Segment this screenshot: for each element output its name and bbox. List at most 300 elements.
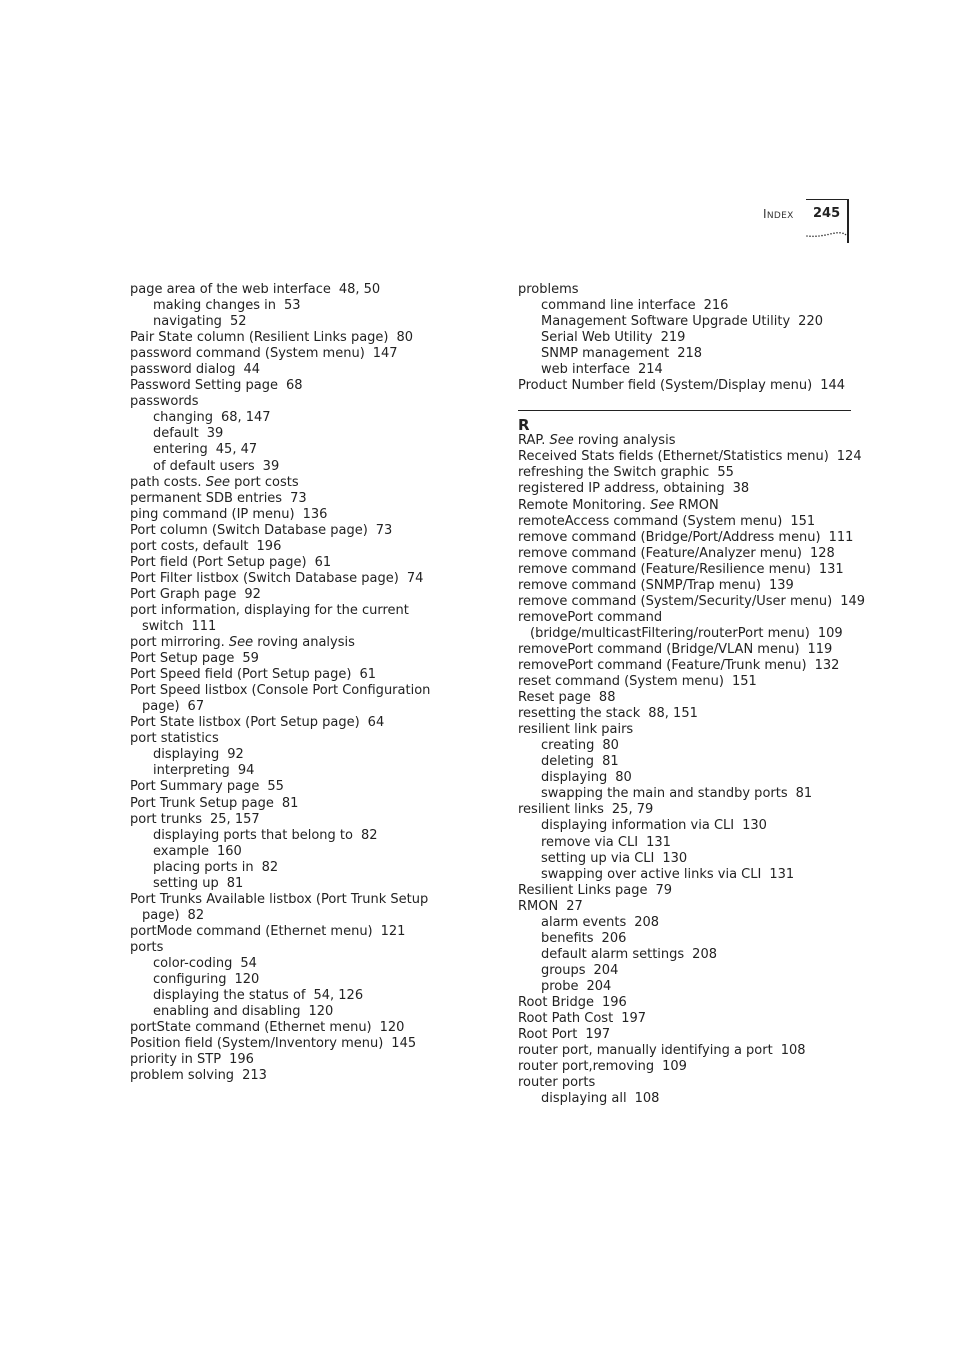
entry-page-numbers: 39 — [262, 458, 280, 474]
index-entry — [518, 481, 858, 497]
index-subentry — [518, 851, 858, 867]
entry-term: port statistics — [130, 731, 219, 747]
index-entry — [518, 546, 858, 562]
index-subentry — [518, 770, 858, 786]
entry-term: of default users — [153, 458, 255, 474]
entry-page-numbers: 119 — [807, 641, 833, 657]
corner-rule-horizontal — [806, 199, 849, 200]
entry-term: (bridge/multicastFiltering/routerPort menu) — [530, 625, 810, 641]
entry-term: Password Setting page — [130, 378, 279, 394]
entry-page-numbers: 108 — [780, 1043, 806, 1059]
index-subentry — [130, 860, 460, 876]
index-subentry — [518, 298, 858, 314]
entry-term: Port Trunk Setup page — [130, 795, 274, 811]
index-subentry — [130, 747, 460, 763]
entry-page-numbers: 131 — [818, 561, 844, 577]
entry-page-numbers: 52 — [229, 314, 247, 330]
index-subentry — [518, 915, 858, 931]
entry-term: registered IP address, obtaining — [518, 481, 725, 497]
entry-term: remove command (Feature/Analyzer menu) — [518, 545, 803, 561]
entry-term: ping command (IP menu) — [130, 506, 295, 522]
see-reference-target: roving analysis — [577, 433, 676, 449]
section-divider — [518, 410, 851, 411]
entry-term: removePort command — [518, 609, 663, 625]
index-subentry — [518, 867, 858, 883]
entry-page-numbers: 88 — [598, 690, 616, 706]
page-header — [0, 0, 954, 250]
entry-term: router port, manually identifying a port — [518, 1043, 773, 1059]
index-entry — [130, 475, 460, 491]
entry-term: default — [153, 426, 199, 442]
entry-term: interpreting — [153, 763, 230, 779]
entry-term: creating — [541, 738, 595, 754]
index-entry — [130, 330, 460, 346]
entry-term: page) — [142, 699, 180, 715]
entry-term: benefits — [541, 930, 594, 946]
entry-page-numbers: 82 — [187, 907, 205, 923]
index-column-right — [518, 282, 866, 1107]
entry-page-numbers: 94 — [237, 763, 255, 779]
page-number: 245 — [813, 206, 841, 221]
see-reference-target: port costs — [234, 474, 299, 490]
index-subentry — [518, 947, 858, 963]
entry-term: placing ports in — [153, 859, 254, 875]
index-subentry — [130, 956, 460, 972]
entry-term: permanent SDB entries — [130, 490, 283, 506]
entry-page-numbers: 216 — [703, 298, 729, 314]
index-entry — [130, 796, 460, 812]
entry-term: Root Bridge — [518, 994, 594, 1010]
entry-page-numbers: 121 — [380, 923, 406, 939]
index-entry — [130, 1068, 460, 1084]
entry-page-numbers: 213 — [242, 1068, 267, 1084]
index-column-left — [130, 282, 460, 1084]
index-subentry — [130, 844, 460, 860]
entry-term: enabling and disabling — [153, 1004, 301, 1020]
index-entry — [518, 1027, 858, 1043]
entry-page-numbers: 111 — [191, 618, 217, 634]
entry-page-numbers: 149 — [840, 593, 866, 609]
index-entry — [518, 642, 858, 658]
entry-page-numbers: 132 — [814, 657, 840, 673]
entry-term: Port Trunks Available listbox (Port Trunk Setup — [130, 891, 429, 907]
entry-term: groups — [541, 962, 586, 978]
index-entry — [130, 940, 460, 956]
entry-term: switch — [142, 618, 184, 634]
running-head-rest: NDEX — [766, 211, 794, 221]
entry-page-numbers: 53 — [284, 298, 301, 314]
entry-term: Root Path Cost — [518, 1011, 614, 1027]
index-subentry — [130, 426, 460, 442]
section-letter-r: R — [518, 416, 530, 435]
entry-page-numbers: 131 — [769, 866, 795, 882]
index-entry — [518, 498, 858, 514]
entry-page-numbers: 82 — [360, 827, 378, 843]
entry-page-numbers: 54 — [240, 955, 257, 971]
index-entry — [518, 1011, 858, 1027]
entry-term: Reset page — [518, 690, 591, 706]
index-entry — [130, 603, 460, 619]
entry-page-numbers: 120 — [379, 1020, 405, 1036]
index-subentry — [518, 314, 858, 330]
entry-term: displaying — [153, 747, 220, 763]
index-entries-p-continued — [518, 282, 858, 394]
entry-page-numbers: 128 — [810, 545, 835, 561]
entry-term: problems — [518, 282, 579, 297]
index-entry — [518, 610, 858, 626]
entry-page-numbers: 74 — [406, 570, 424, 586]
entry-term: refreshing the Switch graphic — [518, 465, 710, 481]
entry-page-numbers: 204 — [593, 962, 619, 978]
entry-term: setting up — [153, 875, 219, 891]
see-reference-target: roving analysis — [257, 635, 355, 651]
entry-term: command line interface — [541, 298, 696, 314]
index-subentry — [518, 754, 858, 770]
entry-page-numbers: 147 — [372, 346, 398, 362]
entry-page-numbers: 68, 147 — [220, 410, 271, 426]
index-entry — [518, 690, 858, 706]
index-entry — [518, 530, 858, 546]
entry-term: Port Filter listbox (Switch Database page) — [130, 570, 399, 586]
index-entry — [518, 802, 858, 818]
entry-term: port costs, default — [130, 538, 249, 554]
index-entry — [518, 1075, 858, 1091]
index-entry — [130, 587, 460, 603]
entry-term: resetting the stack — [518, 706, 641, 722]
index-entry — [518, 706, 858, 722]
entry-page-numbers: 208 — [692, 946, 717, 962]
index-subentry — [518, 786, 858, 802]
entry-page-numbers: 48, 50 — [338, 282, 381, 297]
entry-term: web interface — [541, 362, 630, 378]
entry-page-numbers: 81 — [281, 795, 299, 811]
entry-page-numbers: 68 — [286, 378, 303, 394]
index-subentry — [518, 818, 858, 834]
entry-page-numbers: 109 — [817, 625, 843, 641]
index-entry — [518, 883, 858, 899]
entry-term: navigating — [153, 314, 222, 330]
entry-term: making changes in — [153, 298, 276, 314]
entry-page-numbers: 108 — [634, 1091, 660, 1107]
entry-page-numbers: 61 — [314, 554, 332, 570]
index-entry — [130, 394, 460, 410]
entry-term: remove command (SNMP/Trap menu) — [518, 577, 761, 593]
entry-term: resilient links — [518, 802, 604, 818]
entry-page-numbers: 55 — [267, 779, 284, 795]
entry-page-numbers: 218 — [677, 346, 703, 362]
index-entry — [130, 346, 460, 362]
entry-page-numbers: 109 — [662, 1059, 687, 1075]
index-entry — [130, 892, 460, 908]
entry-page-numbers: 208 — [634, 914, 660, 930]
index-entry — [130, 555, 460, 571]
entry-term: router port,removing — [518, 1059, 655, 1075]
entry-page-numbers: 219 — [660, 330, 686, 346]
entry-page-numbers: 197 — [585, 1027, 611, 1043]
entry-page-numbers: 55 — [717, 465, 734, 481]
index-entry — [518, 995, 858, 1011]
entry-page-numbers: 80 — [615, 770, 632, 786]
index-subentry — [518, 738, 858, 754]
entry-term: Management Software Upgrade Utility — [541, 314, 791, 330]
entry-page-numbers: 92 — [244, 586, 261, 602]
index-entry — [518, 658, 858, 674]
entry-term: displaying the status of — [153, 988, 306, 1004]
index-subentry — [518, 1091, 858, 1107]
entry-term: port information, displaying for the current — [130, 602, 409, 618]
entry-term: priority in STP — [130, 1052, 222, 1068]
entry-page-numbers: 139 — [768, 577, 794, 593]
index-entry — [130, 523, 460, 539]
entry-term: Port Graph page — [130, 586, 237, 602]
entry-page-numbers: 39 — [206, 426, 224, 442]
index-entry — [130, 715, 460, 731]
entry-page-numbers: 54, 126 — [313, 988, 364, 1004]
entry-page-numbers: 120 — [308, 1004, 334, 1020]
see-reference-target: RMON — [678, 497, 719, 513]
see-reference-label: See — [228, 635, 254, 651]
entry-page-numbers: 92 — [227, 747, 244, 763]
index-entry — [130, 1036, 460, 1052]
entry-term: RMON — [518, 898, 559, 914]
index-entry — [518, 282, 858, 298]
index-entry — [130, 619, 460, 635]
entry-term: portMode command (Ethernet menu) — [130, 923, 373, 939]
entry-term: portState command (Ethernet menu) — [130, 1020, 372, 1036]
entry-term: Port State listbox (Port Setup page) — [130, 715, 360, 731]
entry-term: changing — [153, 410, 213, 426]
entry-term: displaying — [541, 770, 608, 786]
entry-page-numbers: 214 — [638, 362, 663, 378]
entry-page-numbers: 130 — [742, 818, 767, 834]
entry-page-numbers: 59 — [242, 651, 259, 667]
entry-page-numbers: 80 — [602, 738, 619, 754]
index-subentry — [130, 459, 460, 475]
entry-page-numbers: 27 — [566, 898, 583, 914]
dotted-wave-ornament-icon — [805, 226, 849, 240]
index-entry — [518, 514, 858, 530]
index-entry — [518, 433, 858, 449]
index-subentry — [130, 314, 460, 330]
index-entry — [518, 378, 858, 394]
entry-page-numbers: 25, 157 — [210, 811, 260, 827]
entry-term: Pair State column (Resilient Links page) — [130, 330, 389, 346]
entry-term: removePort command (Feature/Trunk menu) — [518, 657, 807, 673]
index-entry — [518, 562, 858, 578]
index-entry — [130, 779, 460, 795]
index-entry — [130, 635, 460, 651]
entry-page-numbers: 67 — [187, 699, 205, 715]
see-reference-label: See — [205, 474, 230, 490]
index-subentry — [130, 442, 460, 458]
index-entry — [518, 722, 858, 738]
entry-term: problem solving — [130, 1068, 235, 1084]
entry-page-numbers: 130 — [662, 850, 688, 866]
entry-page-numbers: 196 — [601, 994, 627, 1010]
index-subentry — [518, 931, 858, 947]
running-head-initial: I — [763, 207, 767, 221]
entry-term: swapping the main and standby ports — [541, 786, 788, 802]
entry-term: Root Port — [518, 1027, 578, 1043]
index-entry — [130, 491, 460, 507]
index-subentry — [130, 988, 460, 1004]
entry-term: deleting — [541, 754, 595, 770]
entry-term: Port column (Switch Database page) — [130, 522, 368, 538]
index-entry — [518, 674, 858, 690]
entry-term: Port Summary page — [130, 779, 260, 795]
index-subentry — [518, 963, 858, 979]
entry-page-numbers: 204 — [586, 978, 612, 994]
entry-term: resilient link pairs — [518, 722, 634, 738]
entry-term: setting up via CLI — [541, 850, 655, 866]
entry-term: Product Number field (System/Display menu) — [518, 378, 813, 394]
entry-term: ports — [130, 939, 164, 955]
index-entry — [518, 1043, 858, 1059]
entry-page-numbers: 73 — [290, 490, 307, 506]
entry-term: color-coding — [153, 955, 233, 971]
index-entry — [130, 282, 460, 298]
entry-page-numbers: 38 — [732, 481, 750, 497]
index-entry — [518, 1059, 858, 1075]
index-entry — [130, 539, 460, 555]
entry-term: remove command (System/Security/User menu) — [518, 593, 833, 609]
entry-term: RAP. — [518, 433, 546, 449]
index-entry — [518, 465, 858, 481]
entry-term: port trunks — [130, 811, 203, 827]
index-entry — [130, 731, 460, 747]
entry-term: Remote Monitoring. — [518, 497, 646, 513]
index-entry — [130, 924, 460, 940]
index-subentry — [130, 298, 460, 314]
entry-term: displaying all — [541, 1091, 627, 1107]
entry-page-numbers: 44 — [243, 362, 261, 378]
entry-term: Resilient Links page — [518, 882, 648, 898]
index-entry — [130, 378, 460, 394]
entry-term: path costs. — [130, 474, 202, 490]
index-entry — [130, 507, 460, 523]
index-entry — [130, 651, 460, 667]
entry-term: probe — [541, 978, 579, 994]
entry-term: alarm events — [541, 914, 627, 930]
entry-term: Serial Web Utility — [541, 330, 653, 346]
index-subentry — [130, 972, 460, 988]
index-subentry — [130, 410, 460, 426]
entry-term: Received Stats fields (Ethernet/Statistics menu) — [518, 449, 829, 465]
entry-term: Port field (Port Setup page) — [130, 554, 307, 570]
entry-page-numbers: 61 — [359, 667, 377, 683]
entry-page-numbers: 88, 151 — [648, 706, 698, 722]
entry-page-numbers: 82 — [261, 859, 279, 875]
entry-term: entering — [153, 442, 208, 458]
index-entry — [130, 362, 460, 378]
entry-page-numbers: 160 — [216, 843, 242, 859]
entry-page-numbers: 80 — [396, 330, 414, 346]
index-entry — [130, 1052, 460, 1068]
index-entry — [130, 699, 460, 715]
entry-page-numbers: 206 — [601, 930, 627, 946]
entry-page-numbers: 131 — [646, 834, 671, 850]
entry-term: Port Setup page — [130, 651, 235, 667]
entry-term: remove command (Bridge/Port/Address menu) — [518, 529, 821, 545]
see-reference-label: See — [549, 433, 574, 449]
entry-term: SNMP management — [541, 346, 670, 362]
entry-page-numbers: 25, 79 — [611, 802, 654, 818]
entry-term: remoteAccess command (System menu) — [518, 513, 783, 529]
entry-term: removePort command (Bridge/VLAN menu) — [518, 641, 800, 657]
index-entry — [518, 899, 858, 915]
entry-page-numbers: 79 — [655, 882, 673, 898]
entry-term: router ports — [518, 1075, 596, 1091]
entry-term: displaying ports that belong to — [153, 827, 353, 843]
index-entry — [518, 626, 858, 642]
entry-page-numbers: 64 — [367, 715, 385, 731]
index-entry — [130, 667, 460, 683]
entry-page-numbers: 81 — [795, 786, 813, 802]
entry-page-numbers: 151 — [790, 513, 816, 529]
entry-page-numbers: 81 — [226, 875, 244, 891]
entry-page-numbers: 196 — [256, 538, 282, 554]
entry-page-numbers: 81 — [602, 754, 619, 770]
entry-page-numbers: 196 — [229, 1052, 254, 1068]
entry-page-numbers: 220 — [798, 314, 823, 330]
index-subentry — [130, 828, 460, 844]
index-entry — [130, 683, 460, 699]
entry-term: remove via CLI — [541, 834, 639, 850]
entry-page-numbers: 124 — [836, 449, 862, 465]
entry-term: page area of the web interface — [130, 282, 331, 297]
entry-page-numbers: 197 — [621, 1011, 647, 1027]
index-subentry — [518, 330, 858, 346]
index-entry — [130, 1020, 460, 1036]
entry-term: reset command (System menu) — [518, 674, 724, 690]
index-entry — [518, 578, 858, 594]
entry-term: password dialog — [130, 362, 236, 378]
entry-page-numbers: 73 — [375, 522, 393, 538]
entry-page-numbers: 151 — [731, 674, 757, 690]
entry-page-numbers: 145 — [391, 1036, 417, 1052]
see-reference-label: See — [650, 497, 675, 513]
entry-term: configuring — [153, 972, 227, 988]
entry-term: example — [153, 843, 209, 859]
index-subentry — [518, 346, 858, 362]
index-entry — [130, 812, 460, 828]
entry-term: remove command (Feature/Resilience menu) — [518, 561, 811, 577]
index-subentry — [130, 763, 460, 779]
entry-term: displaying information via CLI — [541, 818, 735, 834]
index-subentry — [518, 979, 858, 995]
running-head — [763, 207, 794, 221]
entry-term: Position field (System/Inventory menu) — [130, 1036, 384, 1052]
entry-term: Port Speed listbox (Console Port Configuration — [130, 683, 431, 699]
index-subentry — [130, 876, 460, 892]
index-entry — [518, 593, 866, 610]
entry-page-numbers: 111 — [828, 529, 854, 545]
index-entry — [518, 449, 862, 465]
entry-term: default alarm settings — [541, 946, 685, 962]
entry-page-numbers: 120 — [234, 972, 260, 988]
entry-term: Port Speed field (Port Setup page) — [130, 667, 352, 683]
entry-term: page) — [142, 907, 180, 923]
index-entries-r — [518, 433, 866, 1107]
entry-term: port mirroring. — [130, 635, 225, 651]
entry-term: password command (System menu) — [130, 346, 365, 362]
entry-page-numbers: 144 — [820, 378, 846, 394]
entry-page-numbers: 45, 47 — [215, 442, 258, 458]
index-entry — [130, 571, 460, 587]
entry-term: passwords — [130, 394, 199, 410]
index-entry — [130, 908, 460, 924]
index-subentry — [130, 1004, 460, 1020]
